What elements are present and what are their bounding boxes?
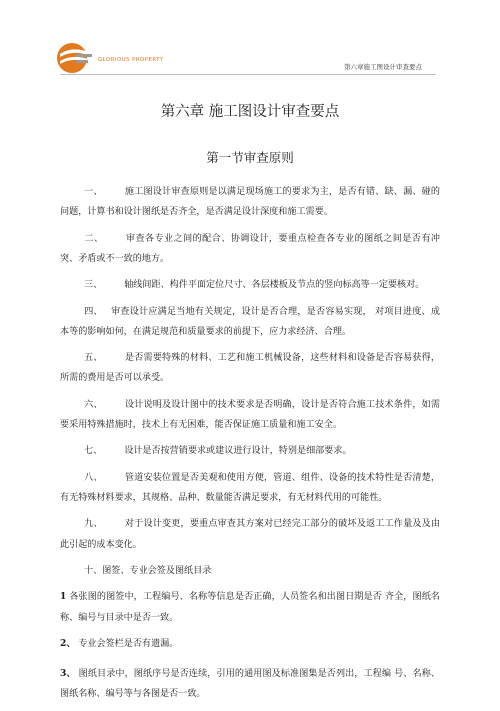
paragraph-number: 九、	[84, 519, 103, 530]
company-logo	[54, 40, 204, 76]
paragraph-number: 六、	[84, 399, 103, 410]
paragraph-text: 是否需要特殊的材料、工艺和施工机械设备，这些材料和设备是否容易获得，所需的费用是否可以承受。	[60, 353, 440, 384]
paragraph-number: 五、	[84, 353, 103, 364]
paragraph	[60, 395, 440, 435]
paragraph-number: 十、	[84, 565, 103, 576]
paragraph-text: 施工图设计审查原则是以满足现场施工的要求为主，是否有错、缺、漏、碰的问题，计算书和设计图纸是否齐全，是否满足设计深度和施工需要。	[60, 187, 440, 218]
body-text	[60, 182, 440, 711]
paragraph	[60, 275, 440, 295]
logo-mark-icon	[54, 40, 94, 76]
sub-item	[60, 634, 440, 654]
paragraph-number: 三、	[84, 280, 103, 291]
paragraph	[60, 348, 440, 388]
paragraph	[60, 182, 440, 222]
paragraph	[60, 302, 440, 342]
paragraph-text: 审查设计应满足当地有关规定，设计是否合理，是否容易实现， 对项目进度、成本等的影响如何，在满足规范和质量要求的前提下，应力求经济、合理。	[60, 306, 440, 337]
paragraph-text: 管道安装位置是否美观和使用方便，管道、组件、设备的技术特性是否清楚，有无特殊材料要求，其规格、品种、数量能否满足要求，有无材料代用的可能性。	[60, 472, 440, 503]
sub-item-number: 1	[60, 591, 67, 603]
logo-text: GLORIOUS PROPERTY	[98, 57, 164, 63]
paragraph	[60, 229, 440, 269]
header-divider	[60, 74, 436, 75]
paragraph-text: 对于设计变更，要重点审查其方案对已经完工部分的破坏及返工工作量及及由此引起的成本变化。	[60, 519, 440, 550]
paragraph-text: 图签、专业会签及图纸目录	[102, 565, 212, 576]
sub-item	[60, 587, 440, 627]
chapter-title: 第六章 施工图设计审查要点	[160, 104, 340, 120]
sub-item-text: 图纸目录中，图纸序号是否连续，引用的通用图及标准图集是否列出，工程编 号、名称、图纸名称、编号等与各图是否一致。	[60, 669, 440, 700]
paragraph-number: 二、	[84, 233, 104, 244]
paragraph-number: 七、	[84, 446, 103, 457]
paragraph-text: 审查各专业之间的配合、协调设计，要重点检查各专业的图纸之间是否有冲突、矛盾或不一致的地方。	[60, 233, 440, 264]
sub-item-text: 专业会签栏是否有遗漏。	[78, 638, 179, 649]
paragraph-text: 设计说明及设计图中的技术要求是否明确，设计是否符合施工技术条件，如需要采用特殊措施时，技术上有无困难，能否保证施工质量和施工安全。	[60, 399, 440, 430]
paragraph-number: 一、	[84, 187, 103, 197]
paragraph-text: 设计是否按营销要求或建议进行设计，特别是细部要求。	[124, 446, 352, 457]
paragraph-text: 轴线间距、构件平面定位尺寸、各层楼板及节点的竖向标高等一定要核对。	[124, 280, 425, 291]
paragraph	[60, 441, 440, 461]
paragraph	[60, 561, 440, 581]
running-header: 第六章施工图设计审查要点	[344, 63, 422, 71]
sub-item-number: 3、	[60, 668, 76, 680]
paragraph-number: 八、	[84, 472, 103, 483]
sub-item-text: 各张图的图签中，工程编号、名称等信息是否正确，人员签名和出图日期是否 齐全，图纸名称、编号与目录中是否一致。	[60, 592, 440, 623]
sub-item-number: 2、	[60, 637, 76, 649]
paragraph	[60, 468, 440, 508]
paragraph	[60, 514, 440, 554]
sub-item	[60, 664, 440, 704]
section-title: 第一节审查原则	[206, 150, 294, 165]
paragraph-number: 四、	[84, 306, 103, 317]
